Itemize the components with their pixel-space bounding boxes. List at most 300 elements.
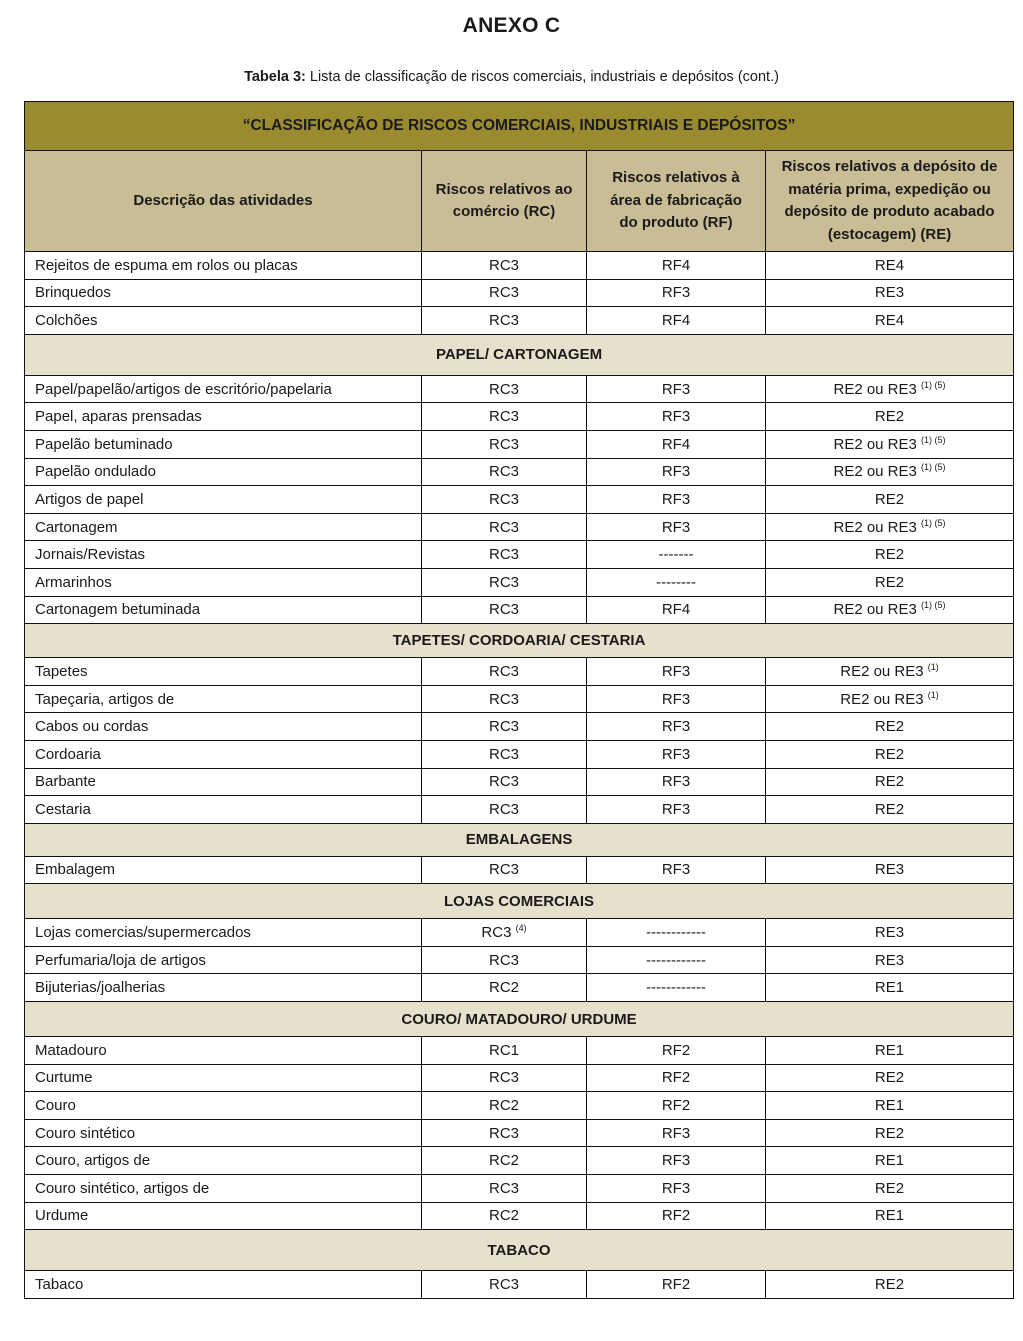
table-row xyxy=(25,1175,1014,1203)
cell-re-footnote: (1) (5) xyxy=(921,462,946,473)
cell-rf xyxy=(587,685,766,713)
cell-descricao xyxy=(25,541,422,569)
cell-rf-value: RF4 xyxy=(661,311,691,329)
cell-rc-value: RC3 xyxy=(488,546,519,564)
cell-rc xyxy=(422,568,587,596)
cell-descricao xyxy=(25,375,422,403)
table-row xyxy=(25,713,1014,741)
cell-rf-value: RF3 xyxy=(661,1152,691,1170)
cell-rf xyxy=(587,796,766,824)
cell-descricao-value: Cordoaria xyxy=(35,745,101,763)
cell-rf-value: RF4 xyxy=(661,435,691,453)
cell-re-value: RE4 xyxy=(874,311,905,329)
cell-descricao-value: Couro xyxy=(35,1097,76,1115)
cell-rf xyxy=(587,713,766,741)
cell-re-value: RE2 ou RE3 xyxy=(840,662,924,680)
cell-descricao xyxy=(25,1175,422,1203)
cell-rc xyxy=(422,856,587,884)
cell-descricao xyxy=(25,279,422,307)
cell-re-value: RE3 xyxy=(874,924,905,942)
cell-rf xyxy=(587,974,766,1002)
cell-rf xyxy=(587,403,766,431)
cell-rc-value: RC3 xyxy=(488,1124,519,1142)
cell-rf xyxy=(587,1092,766,1120)
cell-rc-value: RC3 xyxy=(488,408,519,426)
cell-descricao-value: Cabos ou cordas xyxy=(35,718,149,736)
cell-rf xyxy=(587,856,766,884)
table-row xyxy=(25,946,1014,974)
cell-rc xyxy=(422,796,587,824)
cell-rc-value: RC3 xyxy=(488,463,519,481)
cell-descricao xyxy=(25,1271,422,1299)
section-row xyxy=(25,334,1014,375)
cell-rc xyxy=(422,713,587,741)
table-banner: “CLASSIFICAÇÃO DE RISCOS COMERCIAIS, INDUSTRIAIS E DEPÓSITOS” xyxy=(25,102,1014,151)
cell-descricao xyxy=(25,596,422,624)
cell-rf-value: RF4 xyxy=(661,601,691,619)
cell-rf xyxy=(587,658,766,686)
cell-rf-value: -------- xyxy=(656,573,696,591)
cell-rf xyxy=(587,1037,766,1065)
cell-rf-value: ------------ xyxy=(646,924,706,942)
cell-descricao xyxy=(25,946,422,974)
cell-rc xyxy=(422,403,587,431)
cell-rf xyxy=(587,486,766,514)
cell-rc-value: RC3 xyxy=(488,951,519,969)
section-title: COURO/ MATADOURO/ URDUME xyxy=(25,1002,1014,1037)
cell-descricao-value: Couro sintético, artigos de xyxy=(35,1179,210,1197)
cell-rf xyxy=(587,541,766,569)
cell-rf-value: RF2 xyxy=(661,1276,691,1294)
cell-re-footnote: (1) (5) xyxy=(921,517,946,528)
cell-re-value: RE2 xyxy=(874,1276,905,1294)
table-row xyxy=(25,513,1014,541)
cell-descricao-value: Couro sintético xyxy=(35,1124,136,1142)
cell-rf xyxy=(587,430,766,458)
cell-descricao-value: Papel/papelão/artigos de escritório/papelaria xyxy=(35,380,332,398)
cell-rc-value: RC3 xyxy=(488,435,519,453)
table-row xyxy=(25,685,1014,713)
cell-descricao xyxy=(25,658,422,686)
cell-descricao xyxy=(25,919,422,947)
cell-rc-value: RC3 xyxy=(488,573,519,591)
cell-descricao-value: Papelão ondulado xyxy=(35,463,156,481)
cell-rc xyxy=(422,919,587,947)
cell-rc-value: RC2 xyxy=(488,979,519,997)
cell-re xyxy=(766,740,1014,768)
cell-re xyxy=(766,658,1014,686)
table-row xyxy=(25,458,1014,486)
cell-rf-value: RF3 xyxy=(661,773,691,791)
cell-re-value: RE4 xyxy=(874,256,905,274)
cell-descricao-value: Brinquedos xyxy=(35,284,111,302)
cell-rc-value: RC3 xyxy=(488,1179,519,1197)
cell-rf-value: RF3 xyxy=(661,662,691,680)
cell-rf xyxy=(587,1147,766,1175)
header-rc: Riscos relativos ao comércio (RC) xyxy=(422,151,587,252)
cell-re xyxy=(766,403,1014,431)
cell-rc xyxy=(422,1092,587,1120)
cell-rc xyxy=(422,1202,587,1230)
section-title: EMBALAGENS xyxy=(25,823,1014,856)
caption-label: Tabela 3: xyxy=(244,69,306,85)
cell-re-value: RE2 xyxy=(874,718,905,736)
cell-rc-value: RC3 xyxy=(488,311,519,329)
cell-rf-value: RF2 xyxy=(661,1097,691,1115)
cell-rc xyxy=(422,1147,587,1175)
cell-rc-value: RC3 xyxy=(488,690,519,708)
cell-rf-value: RF3 xyxy=(661,463,691,481)
cell-rc-value: RC2 xyxy=(488,1152,519,1170)
table-row xyxy=(25,568,1014,596)
table-row xyxy=(25,486,1014,514)
cell-rf-value: RF3 xyxy=(661,518,691,536)
cell-descricao-value: Embalagem xyxy=(35,861,116,879)
cell-rc-value: RC3 xyxy=(488,490,519,508)
table-row xyxy=(25,1064,1014,1092)
cell-rf xyxy=(587,513,766,541)
cell-re xyxy=(766,1271,1014,1299)
cell-rf xyxy=(587,1202,766,1230)
cell-rc-value: RC3 xyxy=(481,924,512,942)
cell-rc-value: RC3 xyxy=(488,662,519,680)
cell-rf-value: RF2 xyxy=(661,1069,691,1087)
cell-rc xyxy=(422,279,587,307)
cell-descricao xyxy=(25,513,422,541)
cell-rf-value: RF2 xyxy=(661,1041,691,1059)
cell-re xyxy=(766,375,1014,403)
cell-descricao xyxy=(25,685,422,713)
cell-descricao xyxy=(25,252,422,280)
cell-rc xyxy=(422,740,587,768)
section-row xyxy=(25,1230,1014,1271)
cell-re xyxy=(766,279,1014,307)
cell-rf-value: RF3 xyxy=(661,380,691,398)
cell-descricao-value: Armarinhos xyxy=(35,573,112,591)
cell-re-value: RE2 ou RE3 xyxy=(833,380,917,398)
cell-rf xyxy=(587,568,766,596)
cell-re xyxy=(766,1202,1014,1230)
table-row xyxy=(25,1147,1014,1175)
cell-re xyxy=(766,919,1014,947)
cell-re xyxy=(766,1037,1014,1065)
cell-descricao-value: Urdume xyxy=(35,1207,89,1225)
table-row xyxy=(25,974,1014,1002)
cell-rc-value: RC3 xyxy=(488,861,519,879)
risk-classification-table xyxy=(24,101,1014,1299)
section-title: LOJAS COMERCIAIS xyxy=(25,884,1014,919)
cell-rf xyxy=(587,919,766,947)
cell-re-value: RE1 xyxy=(874,1207,905,1225)
cell-re xyxy=(766,513,1014,541)
cell-re-footnote: (1) (5) xyxy=(921,600,946,611)
header-descricao: Descrição das atividades xyxy=(25,151,422,252)
cell-re xyxy=(766,685,1014,713)
cell-rc xyxy=(422,1064,587,1092)
table-row xyxy=(25,1037,1014,1065)
section-row xyxy=(25,823,1014,856)
cell-re-footnote: (1) (5) xyxy=(921,434,946,445)
cell-descricao-value: Rejeitos de espuma em rolos ou placas xyxy=(35,256,298,274)
cell-rc-value: RC2 xyxy=(488,1097,519,1115)
table-row xyxy=(25,403,1014,431)
cell-descricao-value: Couro, artigos de xyxy=(35,1152,151,1170)
cell-rf-value: ------------ xyxy=(646,951,706,969)
cell-rf-value: RF3 xyxy=(661,284,691,302)
table-row xyxy=(25,768,1014,796)
cell-re-value: RE2 xyxy=(874,408,905,426)
cell-re-value: RE2 xyxy=(874,773,905,791)
cell-rc xyxy=(422,375,587,403)
caption-text: Lista de classificação de riscos comerciais, industriais e depósitos (cont.) xyxy=(305,69,779,85)
table-row xyxy=(25,596,1014,624)
cell-rc xyxy=(422,1119,587,1147)
header-rf: Riscos relativos à área de fabricação do produto (RF) xyxy=(587,151,766,252)
cell-descricao xyxy=(25,713,422,741)
cell-re-value: RE1 xyxy=(874,1041,905,1059)
header-re: Riscos relativos a depósito de matéria prima, expedição ou depósito de produto acabado (estocagem) (RE) xyxy=(766,151,1014,252)
table-banner-row xyxy=(25,102,1014,151)
cell-rc-value: RC3 xyxy=(488,773,519,791)
cell-rc xyxy=(422,1175,587,1203)
cell-descricao-value: Papelão betuminado xyxy=(35,435,173,453)
cell-descricao xyxy=(25,1037,422,1065)
table-row xyxy=(25,740,1014,768)
cell-descricao xyxy=(25,486,422,514)
cell-rf xyxy=(587,307,766,335)
cell-rf-value: RF3 xyxy=(661,718,691,736)
cell-descricao xyxy=(25,458,422,486)
cell-descricao-value: Tapeçaria, artigos de xyxy=(35,690,175,708)
cell-descricao-value: Tabaco xyxy=(35,1276,84,1294)
table-row xyxy=(25,1202,1014,1230)
cell-rf xyxy=(587,740,766,768)
cell-rf xyxy=(587,946,766,974)
cell-descricao-value: Cartonagem betuminada xyxy=(35,601,201,619)
cell-rf-value: ------------ xyxy=(646,979,706,997)
cell-rc-value: RC3 xyxy=(488,518,519,536)
cell-rf-value: RF3 xyxy=(661,1124,691,1142)
cell-re-value: RE2 xyxy=(874,1124,905,1142)
cell-rc-value: RC3 xyxy=(488,800,519,818)
cell-rc xyxy=(422,430,587,458)
cell-rf xyxy=(587,768,766,796)
cell-rc xyxy=(422,658,587,686)
section-title: TAPETES/ CORDOARIA/ CESTARIA xyxy=(25,624,1014,658)
cell-rc xyxy=(422,596,587,624)
table-row xyxy=(25,1119,1014,1147)
cell-descricao-value: Papel, aparas prensadas xyxy=(35,408,202,426)
cell-rf-value: RF3 xyxy=(661,861,691,879)
cell-re-value: RE2 ou RE3 xyxy=(833,435,917,453)
cell-rc-footnote: (4) xyxy=(515,923,527,934)
table-row xyxy=(25,658,1014,686)
table-caption xyxy=(0,69,1023,85)
cell-rf-value: RF4 xyxy=(661,256,691,274)
cell-re-value: RE3 xyxy=(874,284,905,302)
cell-re-value: RE2 xyxy=(874,573,905,591)
cell-rc xyxy=(422,1037,587,1065)
cell-re-value: RE1 xyxy=(874,1097,905,1115)
cell-rf-value: RF3 xyxy=(661,745,691,763)
table-row xyxy=(25,252,1014,280)
cell-descricao-value: Artigos de papel xyxy=(35,490,144,508)
cell-re-value: RE2 ou RE3 xyxy=(840,690,924,708)
cell-re-value: RE2 xyxy=(874,1179,905,1197)
cell-rf xyxy=(587,279,766,307)
cell-re xyxy=(766,568,1014,596)
cell-descricao-value: Cartonagem xyxy=(35,518,118,536)
cell-rf xyxy=(587,375,766,403)
cell-rf-value: RF2 xyxy=(661,1207,691,1225)
cell-rf-value: RF3 xyxy=(661,490,691,508)
cell-descricao xyxy=(25,1092,422,1120)
cell-descricao xyxy=(25,740,422,768)
cell-re xyxy=(766,252,1014,280)
cell-re xyxy=(766,430,1014,458)
cell-descricao xyxy=(25,1119,422,1147)
cell-rc-value: RC3 xyxy=(488,745,519,763)
cell-descricao-value: Perfumaria/loja de artigos xyxy=(35,951,206,969)
cell-descricao xyxy=(25,1064,422,1092)
cell-re xyxy=(766,946,1014,974)
table-row xyxy=(25,1271,1014,1299)
cell-rf-value: RF3 xyxy=(661,1179,691,1197)
cell-rf xyxy=(587,252,766,280)
cell-re xyxy=(766,596,1014,624)
cell-descricao xyxy=(25,403,422,431)
cell-descricao-value: Matadouro xyxy=(35,1041,107,1059)
cell-rf-value: RF3 xyxy=(661,408,691,426)
table-row xyxy=(25,307,1014,335)
cell-rc xyxy=(422,458,587,486)
cell-rc xyxy=(422,513,587,541)
cell-rf xyxy=(587,1271,766,1299)
table-header-row xyxy=(25,151,1014,252)
cell-rc-value: RC3 xyxy=(488,380,519,398)
cell-re-value: RE3 xyxy=(874,861,905,879)
cell-rc xyxy=(422,974,587,1002)
cell-descricao-value: Bijuterias/joalherias xyxy=(35,979,166,997)
cell-descricao-value: Jornais/Revistas xyxy=(35,546,146,564)
cell-descricao xyxy=(25,307,422,335)
cell-descricao-value: Curtume xyxy=(35,1069,93,1087)
cell-re-value: RE2 ou RE3 xyxy=(833,601,917,619)
cell-rf xyxy=(587,1064,766,1092)
cell-descricao-value: Tapetes xyxy=(35,662,88,680)
section-row xyxy=(25,624,1014,658)
section-row xyxy=(25,1002,1014,1037)
section-row xyxy=(25,884,1014,919)
cell-rf xyxy=(587,596,766,624)
cell-re xyxy=(766,856,1014,884)
cell-descricao xyxy=(25,796,422,824)
cell-descricao xyxy=(25,1147,422,1175)
cell-rc xyxy=(422,307,587,335)
table-row xyxy=(25,541,1014,569)
cell-descricao xyxy=(25,430,422,458)
cell-re-value: RE2 xyxy=(874,490,905,508)
cell-re-value: RE2 xyxy=(874,800,905,818)
section-title: PAPEL/ CARTONAGEM xyxy=(25,334,1014,375)
cell-rf-value: RF3 xyxy=(661,800,691,818)
cell-re-footnote: (1) (5) xyxy=(921,379,946,390)
table-row xyxy=(25,796,1014,824)
cell-re xyxy=(766,458,1014,486)
cell-descricao xyxy=(25,1202,422,1230)
cell-descricao-value: Lojas comercias/supermercados xyxy=(35,924,251,942)
cell-rc xyxy=(422,768,587,796)
cell-re-value: RE2 xyxy=(874,546,905,564)
cell-re xyxy=(766,974,1014,1002)
cell-re-value: RE2 xyxy=(874,1069,905,1087)
table-row xyxy=(25,1092,1014,1120)
cell-rf xyxy=(587,1119,766,1147)
table-row xyxy=(25,279,1014,307)
table-row xyxy=(25,375,1014,403)
cell-rf xyxy=(587,1175,766,1203)
cell-re xyxy=(766,541,1014,569)
cell-re xyxy=(766,486,1014,514)
cell-re xyxy=(766,768,1014,796)
cell-descricao-value: Cestaria xyxy=(35,800,91,818)
cell-rc-value: RC3 xyxy=(488,601,519,619)
cell-rc-value: RC3 xyxy=(488,284,519,302)
cell-descricao xyxy=(25,856,422,884)
cell-rc xyxy=(422,252,587,280)
cell-rc-value: RC3 xyxy=(488,1069,519,1087)
cell-rc-value: RC1 xyxy=(488,1041,519,1059)
cell-rc xyxy=(422,541,587,569)
cell-re xyxy=(766,1064,1014,1092)
cell-descricao xyxy=(25,974,422,1002)
cell-descricao-value: Barbante xyxy=(35,773,96,791)
cell-rc-value: RC3 xyxy=(488,718,519,736)
table-row xyxy=(25,919,1014,947)
cell-re-value: RE1 xyxy=(874,1152,905,1170)
cell-rf xyxy=(587,458,766,486)
cell-rf-value: RF3 xyxy=(661,690,691,708)
section-title: TABACO xyxy=(25,1230,1014,1271)
cell-re-footnote: (1) xyxy=(927,661,939,672)
table-body xyxy=(25,252,1014,1299)
cell-re xyxy=(766,713,1014,741)
cell-re-footnote: (1) xyxy=(927,689,939,700)
cell-re xyxy=(766,307,1014,335)
cell-descricao xyxy=(25,568,422,596)
cell-re xyxy=(766,1092,1014,1120)
cell-rc-value: RC3 xyxy=(488,256,519,274)
cell-re xyxy=(766,1147,1014,1175)
table-row xyxy=(25,856,1014,884)
cell-re xyxy=(766,1119,1014,1147)
cell-descricao xyxy=(25,768,422,796)
cell-re xyxy=(766,796,1014,824)
cell-rc xyxy=(422,486,587,514)
cell-rc-value: RC3 xyxy=(488,1276,519,1294)
cell-re-value: RE3 xyxy=(874,951,905,969)
cell-re-value: RE2 xyxy=(874,745,905,763)
cell-rc xyxy=(422,685,587,713)
cell-rf-value: ------- xyxy=(658,546,694,564)
cell-re-value: RE1 xyxy=(874,979,905,997)
page-title: ANEXO C xyxy=(462,14,561,37)
cell-re-value: RE2 ou RE3 xyxy=(833,518,917,536)
cell-re xyxy=(766,1175,1014,1203)
cell-descricao-value: Colchões xyxy=(35,311,98,329)
cell-rc xyxy=(422,946,587,974)
cell-re-value: RE2 ou RE3 xyxy=(833,463,917,481)
